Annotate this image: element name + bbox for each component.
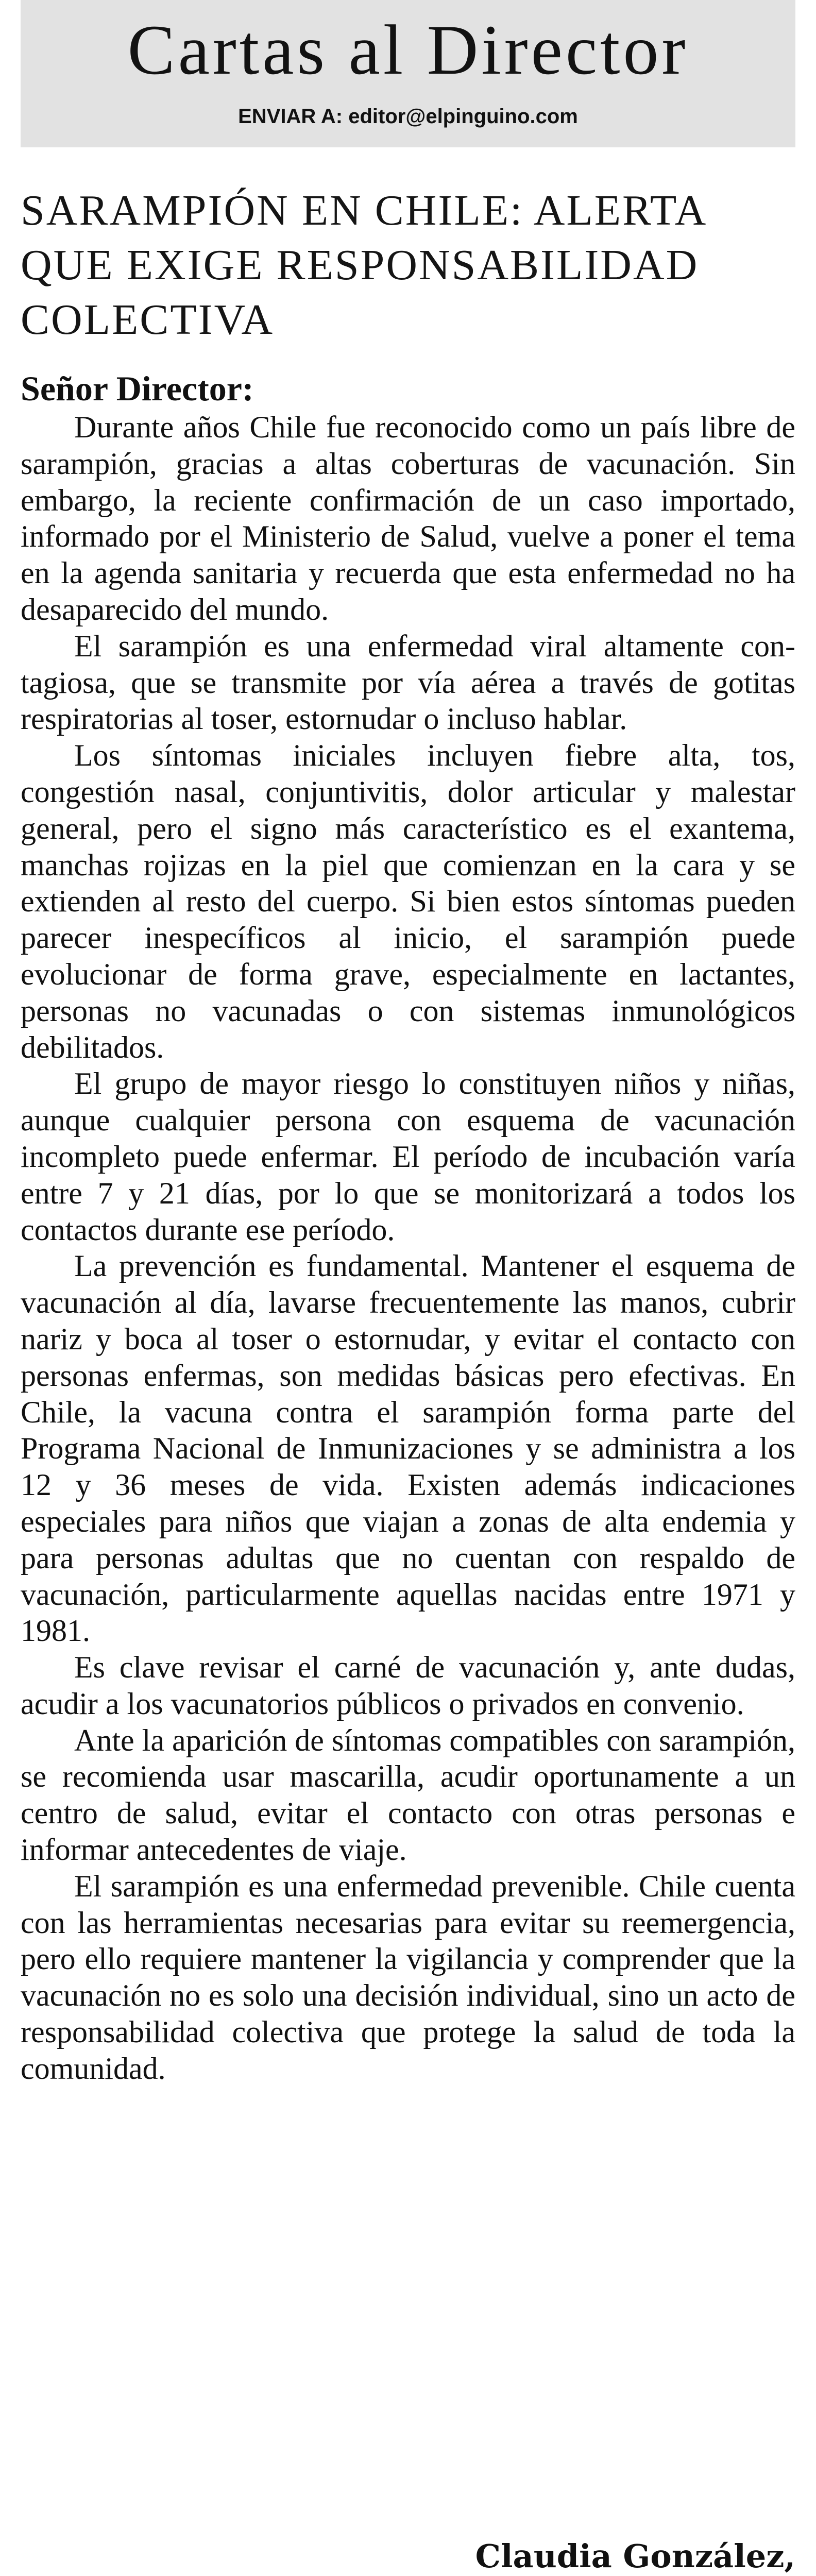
headline-line-3: COLECTIVA	[21, 296, 275, 344]
headline-line-2: QUE EXIGE RESPONSABILIDAD	[21, 241, 699, 289]
body-paragraph-7: Ante la aparición de síntomas compatibles con sarampión, se recomienda usar mascarilla, acudir oportunamente a un centro de salud, evitar el contacto con otras personas e informar antecedentes de viaje.	[21, 1723, 795, 1867]
letter-signature	[21, 2529, 795, 2576]
section-masthead	[21, 0, 795, 147]
body-paragraph-8: El sarampión es una enfermedad prevenible. Chile cuenta con las herramientas necesarias para evitar su reemergencia, pero ello requiere mantener la vigilancia y comprender que la vacunación no es solo una decisión individual, sino un acto de responsabilidad colectiva que protege la salud de toda la comunidad.	[21, 1869, 795, 2086]
body-paragraph-6: Es clave revisar el carné de vacunación y, ante dudas, acudir a los vacunatorios públicos o privados en convenio.	[21, 1650, 795, 1721]
section-title: Cartas al Director	[127, 10, 689, 89]
body-paragraph-3: Los síntomas iniciales incluyen fiebre alta, tos, congestión nasal, conjuntivitis, dolor articular y malestar general, pero el signo más característico es el exantema, manchas rojizas en la piel que comienzan en la cara y se extienden al resto del cuerpo. Si bien estos síntomas pueden parecer inespecíficos al inicio, el sarampión puede evolucionar de forma grave, especialmente en lactantes, personas no vacunadas o con sistemas inmunológicos debilitados.	[21, 738, 795, 1064]
letter-body	[21, 409, 795, 2087]
signature-name: Claudia González,	[475, 2537, 795, 2575]
headline-line-1: SARAMPIÓN EN CHILE: ALERTA	[21, 187, 708, 234]
body-paragraph-2: El sarampión es una enfermedad viral altamente contagiosa, que se transmite por vía aérea a través de gotitas respiratorias al toser, estornudar o incluso hablar.	[21, 629, 795, 736]
letter-salutation: Señor Director:	[21, 369, 254, 408]
body-paragraph-4: El grupo de mayor riesgo lo constituyen niños y niñas, aunque cualquier persona con esquema de vacunación incompleto puede enfermar. El período de incubación varía entre 7 y 21 días, por lo que se monitorizará a todos los contactos durante ese período.	[21, 1066, 795, 1247]
send-to-email: ENVIAR A: editor@elpinguino.com	[238, 105, 578, 128]
body-paragraph-5: La prevención es fundamental. Mantener el esquema de vacunación al día, lavarse frecuentemente las manos, cubrir nariz y boca al toser o estornudar, y evitar el contacto con personas enfermas, son medidas básicas pero efectivas. En Chile, la vacuna contra el sarampión forma parte del Programa Nacional de Inmunizaciones y se administra a los 12 y 36 meses de vida. Existen además indicaciones especiales para niños que viajan a zonas de alta endemia y para personas adultas que no cuentan con respaldo de vacunación, particularmente aquellas nacidas entre 1971 y 1981.	[21, 1249, 795, 1648]
letter-headline	[21, 183, 795, 347]
body-paragraph-1: Durante años Chile fue reconocido como un país libre de sarampión, gracias a altas coberturas de vacunación. Sin embargo, la reciente confirmación de un caso importado, informado por el Ministerio de Salud, vuelve a poner el tema en la agenda sanitaria y recuerda que esta enfermedad no ha desaparecido del mundo.	[21, 410, 795, 626]
